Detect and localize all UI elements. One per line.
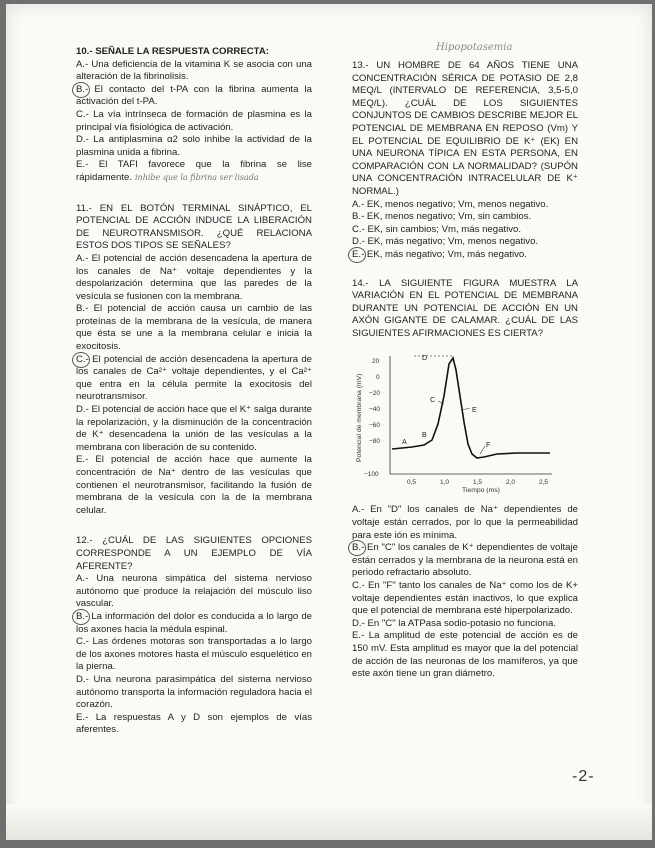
action-potential-graph [352, 344, 578, 494]
handwritten-note-hipopotasemia: Hipopotasemia [436, 42, 513, 53]
ytick-minus100: −100 [364, 471, 379, 479]
point-label-a: A [402, 437, 407, 447]
q10-handwritten-note: inhibe que la fibrina ser lisada [135, 172, 259, 182]
q12-option-d: D.- Una neurona parasimpática del sistema nervioso autónomo transporta la información reguladora hacia el corazón. [76, 673, 312, 711]
action-potential-figure [352, 344, 578, 494]
q12-option-a: A.- Una neurona simpática del sistema nervioso autónomo que produce la relajación del músculo liso vascular. [76, 573, 312, 610]
q13-option-d: D.- EK, más negativo; Vm, menos negativo. [352, 236, 539, 248]
question-11 [76, 203, 312, 518]
figure-ylabel: Potencial de membrana (mV) [356, 374, 363, 463]
question-13 [352, 60, 578, 262]
q12-option-e: E.- La respuestas A y D son ejemplos de vías aferentes. [76, 711, 312, 736]
ytick-0: 0 [376, 374, 380, 382]
q14-option-b: B.- En "C" los canales de K⁺ dependientes de voltaje están cerrados y la membrana de la neurona está en periodo refractario absoluto. [352, 542, 578, 579]
q10-option-e-text: E.- El TAFI favorece que la fibrina se lise rápidamente. [76, 159, 312, 183]
q12-option-c: C.- Las órdenes motoras son transportadas a lo largo de los axones motores hasta el músculo esquelético en la pierna. [76, 636, 312, 673]
q13-option-b: B.- EK, menos negativo; Vm, sin cambios. [352, 211, 532, 223]
ytick-20: 20 [372, 358, 380, 366]
figure-xlabel: Tiempo (ms) [462, 487, 500, 495]
question-12-stem: 12.- ¿CUÁL DE LAS SIGUIENTES OPCIONES CORRESPONDE A UN EJEMPLO DE VÍA AFERENTE? [76, 535, 312, 572]
point-label-d: D [422, 353, 428, 363]
right-column [352, 60, 578, 693]
question-12 [76, 535, 312, 737]
question-14 [352, 278, 578, 681]
q10-option-b: B.- El contacto del t-PA con la fibrina aumenta la activación del t-PA. [76, 83, 312, 108]
action-potential-curve [392, 358, 550, 458]
q11-option-c: C.- El potencial de acción desencadena la apertura de los canales de Ca²⁺ voltaje dependientes, y el Ca²⁺ que entra en la célula permite la exocitosis del neurotransmisor. [76, 353, 312, 403]
q12-option-b: B.- La información del dolor es conducida a lo largo de los axones hacia la médula espinal. [76, 610, 312, 635]
q11-option-b: B.- El potencial de acción causa un cambio de las proteínas de la membrana de la vesícula, de manera que ésta se une a la membrana celular e inicia la exocitosis. [76, 303, 312, 353]
left-column [76, 46, 312, 749]
question-14-stem: 14.- LA SIGUIENTE FIGURA MUESTRA LA VARIACIÓN EN EL POTENCIAL DE MEMBRANA DURANTE UN POTENCIAL DE ACCIÓN EN UN AXÓN GIGANTE DE CALAMAR. ¿CUÁL DE LAS SIGUIENTES AFIRMACIONES ES CIERTA? [352, 277, 578, 339]
pointer-f [480, 446, 485, 454]
question-13-stem: 13.- UN HOMBRE DE 64 AÑOS TIENE UNA CONCENTRACIÓN SÉRICA DE POTASIO DE 2,8 MEQ/L (INTERVALO DE REFERENCIA, 3,5-5,0 MEQ/L). ¿CUÁL DE LOS SIGUIENTES CONJUNTOS DE CAMBIOS DESCRIBE MEJOR EL POTENCIAL DE MEMBRANA EN REPOSO (Vm) Y EL POTENCIAL DE EQUILIBRIO DE K⁺ (EK) EN UNA NEURONA TÍPICA EN ESTA PERSONA, EN COMPARACIÓN CON LA NORMALIDAD? (SUPÓN UNA CONCENTRACIÓN INTRACELULAR DE K⁺ NORMAL.) [352, 60, 578, 197]
question-10 [76, 46, 312, 185]
q13-option-e: E.- EK, más negativo; Vm, más negativo. [352, 249, 578, 262]
ytick-minus40: −40 [369, 406, 381, 414]
point-label-f: F [486, 440, 491, 450]
ytick-minus20: −20 [369, 390, 381, 398]
ytick-minus60: −60 [369, 422, 381, 430]
q13-option-c: C.- EK, sin cambios; Vm, más negativo. [352, 223, 522, 235]
q10-option-d: D.- La antiplasmina α2 solo inhibe la actividad de la plasmina unida a fibrina. [76, 134, 312, 158]
q14-option-e: E.- La amplitud de este potencial de acción es de 150 mV. Esta amplitud es mayor que la del potencial de acción de las neuronas de los mamíferos, ya que este axón tiene un gran diámetro. [352, 630, 578, 680]
q11-option-e: E.- El potencial de acción hace que aumente la concentración de Na⁺ dentro de las vesículas que contienen el neurotransmisor, facilitando la fusión de membrana de la vesícula con la de la membrana celular. [76, 454, 312, 516]
xtick-2-5: 2,5 [539, 479, 549, 487]
point-label-b: B [422, 430, 427, 440]
q14-option-c: C.- En "F" tanto los canales de Na⁺ como los de K+ voltaje dependientes están inactivos, lo que explica que el potencial de membrana esté hiperpolarizado. [352, 580, 578, 617]
q14-option-d: D.- En "C" la ATPasa sodio-potasio no funciona. [352, 617, 556, 629]
pointer-e [462, 408, 470, 410]
point-label-e: E [472, 405, 477, 415]
q10-option-c: C.- La vía intrínseca de formación de plasmina es la principal vía fisiológica de activación. [76, 108, 312, 133]
page-bottom-shadow [6, 804, 652, 840]
xtick-2-0: 2,0 [506, 479, 516, 487]
q14-option-a: A.- En "D" los canales de Na⁺ dependientes de voltaje están cerrados, por lo que la permeabilidad para este ión es mínima. [352, 504, 578, 541]
point-label-c: C [430, 395, 436, 405]
page-number: -2- [572, 768, 595, 785]
xtick-1-5: 1,5 [473, 479, 483, 487]
xtick-1-0: 1,0 [440, 479, 450, 487]
q13-option-a: A.- EK, menos negativo; Vm, menos negativo. [352, 198, 549, 210]
q11-option-d: D.- El potencial de acción hace que el K⁺ salga durante la repolarización, y la disminución de la concentración de K⁺ desencadena la unión de las vesículas a la membrana con liberación de su contenido. [76, 404, 312, 453]
question-10-title: 10.- SEÑALE LA RESPUESTA CORRECTA: [76, 46, 269, 57]
question-11-stem: 11.- EN EL BOTÓN TERMINAL SINÁPTICO, EL POTENCIAL DE ACCIÓN INDUCE LA LIBERACIÓN DE NEUROTRANSMISOR. ¿QUÉ RELACIONA ESTOS DOS TIPOS SE SEÑALES? [76, 202, 312, 252]
q10-option-e [76, 159, 312, 184]
q11-option-a: A.- El potencial de acción desencadena la apertura de los canales de Na⁺ voltaje dependientes y la despolarización determina que las paredes de la vesícula se fusionen con la membrana. [76, 252, 312, 302]
q10-option-a: A.- Una deficiencia de la vitamina K se asocia con una alteración de la fibrinolisis. [76, 58, 312, 83]
xtick-0-5: 0,5 [407, 479, 417, 487]
exam-page [6, 4, 652, 840]
ytick-minus80: −80 [369, 438, 381, 446]
